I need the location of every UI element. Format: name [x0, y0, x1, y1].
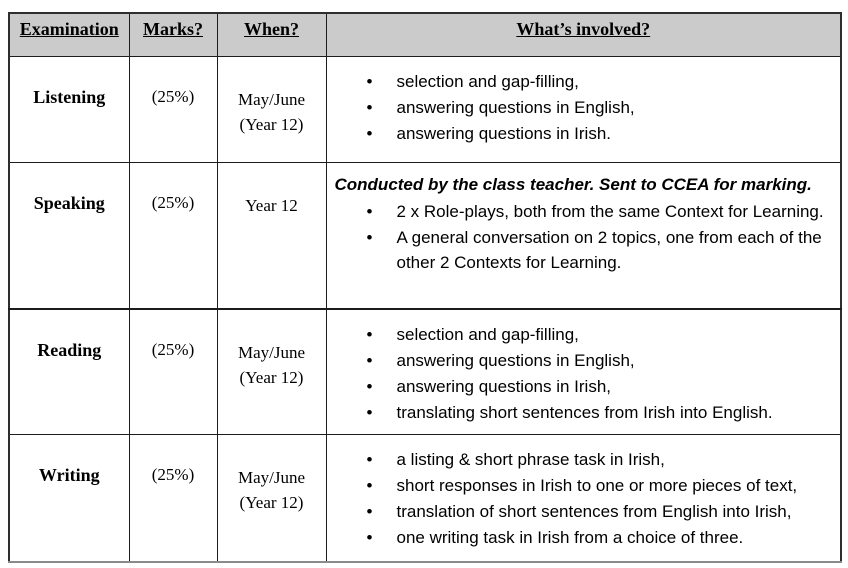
- when-line: (Year 12): [239, 115, 304, 134]
- bullet-item: • short responses in Irish to one or more pieces of text,: [397, 473, 835, 498]
- examination-cell: Listening: [9, 57, 129, 163]
- marks-cell: (25%): [129, 434, 217, 562]
- bullet-item: • selection and gap-filling,: [397, 322, 835, 347]
- exam-table: [8, 12, 842, 563]
- involved-cell: [326, 309, 841, 435]
- bullet-list: [327, 69, 835, 146]
- bullet-item: • answering questions in English,: [397, 95, 835, 120]
- bullet-list: [327, 447, 835, 550]
- bullet-item: • answering questions in English,: [397, 348, 835, 373]
- when-cell: [217, 309, 326, 435]
- header-whats-involved: What’s involved?: [326, 13, 841, 57]
- involved-cell: [326, 163, 841, 309]
- involved-cell: [326, 57, 841, 163]
- table-row-writing: [9, 434, 841, 562]
- header-when: When?: [217, 13, 326, 57]
- marks-cell: (25%): [129, 163, 217, 309]
- when-line: May/June: [237, 467, 306, 487]
- bullet-item: • selection and gap-filling,: [397, 69, 835, 94]
- involved-cell: [326, 434, 841, 562]
- bullet-item: • answering questions in Irish.: [397, 121, 835, 146]
- examination-cell: Speaking: [9, 163, 129, 309]
- header-row: [9, 13, 841, 57]
- bullet-item: • translation of short sentences from English into Irish,: [397, 499, 835, 524]
- header-marks: Marks?: [129, 13, 217, 57]
- when-line: May/June: [237, 342, 306, 362]
- when-line: (Year 12): [239, 492, 304, 512]
- bullet-list: [327, 322, 835, 425]
- bullet-item: • a listing & short phrase task in Irish,: [397, 447, 835, 472]
- header-examination: Examination: [9, 13, 129, 57]
- table-row-speaking: [9, 163, 841, 309]
- marks-cell: (25%): [129, 57, 217, 163]
- examination-cell: Writing: [9, 434, 129, 562]
- bullet-item: • A general conversation on 2 topics, one from each of the other 2 Contexts for Learning.: [397, 225, 835, 275]
- when-cell: [217, 434, 326, 562]
- table-row-reading: [9, 309, 841, 435]
- when-cell: [217, 163, 326, 309]
- bullet-item: • answering questions in Irish,: [397, 374, 835, 399]
- marks-cell: (25%): [129, 309, 217, 435]
- when-cell: [217, 57, 326, 163]
- bullet-item: • one writing task in Irish from a choice of three.: [397, 525, 835, 550]
- when-line: Year 12: [245, 196, 298, 215]
- bullet-list: [327, 199, 835, 275]
- bullet-item: • 2 x Role-plays, both from the same Context for Learning.: [397, 199, 835, 224]
- note-text: Conducted by the class teacher. Sent to CCEA for marking.: [334, 175, 812, 194]
- table-row-listening: [9, 57, 841, 163]
- examination-cell: Reading: [9, 309, 129, 435]
- bullet-item: • translating short sentences from Irish into English.: [397, 400, 835, 425]
- when-line: May/June: [237, 90, 306, 109]
- when-line: (Year 12): [239, 367, 304, 387]
